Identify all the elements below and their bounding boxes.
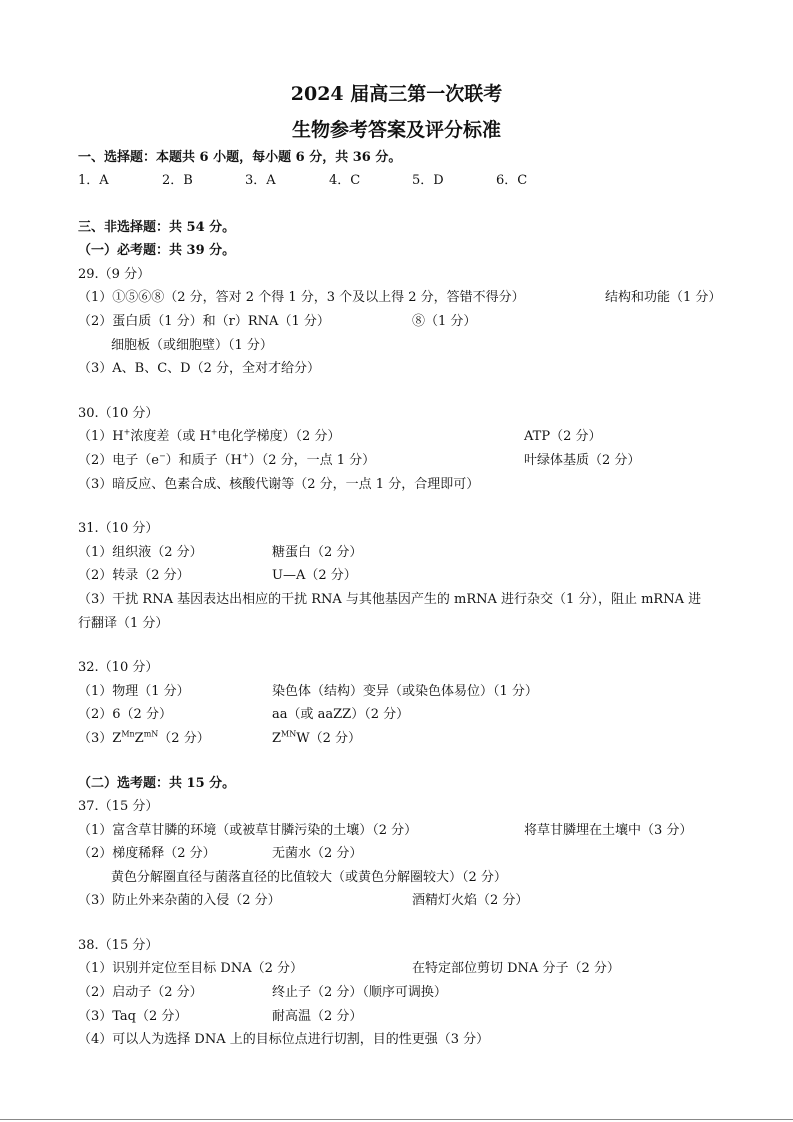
q32-line2-right: aa（或 aaZZ）（2 分） bbox=[272, 707, 410, 722]
required-header: （一）必考题：共 39 分。 bbox=[78, 243, 236, 258]
document-subtitle: 生物参考答案及评分标准 bbox=[291, 119, 501, 141]
q37-line2-cont: 黄色分解圈直径与菌落直径的比值较大（或黄色分解圈较大）（2 分） bbox=[111, 870, 507, 885]
q29-line2-right: ⑧（1 分） bbox=[412, 314, 477, 329]
q31-line3: （3）干扰 RNA 基因表达出相应的干扰 RNA 与其他基因产生的 mRNA 进行杂交（1 分），阻止 mRNA 进 bbox=[78, 592, 702, 607]
q29-line3: （3）A、B、C、D（2 分，全对才给分） bbox=[78, 361, 320, 376]
answer-1: 1．A bbox=[78, 173, 109, 188]
q30-line2-right: 叶绿体基质（2 分） bbox=[524, 453, 641, 468]
q32-line3-right: $Z^{MN}W(2$ 分） bbox=[272, 729, 362, 746]
q32-line1-left: （1）物理（1 分） bbox=[78, 684, 190, 699]
q38-number: 38.（15 分） bbox=[78, 938, 159, 953]
q38-line2-right: 终止子（2 分）（顺序可调换） bbox=[272, 985, 447, 1000]
q30-line1-right: ATP（2 分） bbox=[524, 429, 602, 444]
q38-line1-left: （1）识别并定位至目标 DNA（2 分） bbox=[78, 961, 303, 976]
q32-line3-left: $(3)Z^{Mn}Z^{mN}(2$ 分） bbox=[78, 729, 210, 746]
answer-4: 4．C bbox=[329, 173, 361, 188]
q32-number: 32.（10 分） bbox=[78, 660, 159, 675]
section3-header: 三、非选择题：共 54 分。 bbox=[78, 220, 236, 235]
optional-header: （二）选考题：共 15 分。 bbox=[78, 776, 236, 791]
q29-line2-cont: 细胞板（或细胞壁）（1 分） bbox=[111, 338, 273, 353]
q29-number: 29.（9 分） bbox=[78, 267, 151, 282]
answer-3: 3．A bbox=[245, 173, 276, 188]
section1-header: 一、选择题：本题共 6 小题，每小题 6 分，共 36 分。 bbox=[78, 150, 402, 165]
q29-line1-left: （1）①⑤⑥⑧（2 分，答对 2 个得 1 分，3 个及以上得 2 分，答错不得分） bbox=[78, 290, 525, 305]
q30-line2-left: （2）电子（e−）和质子（H+）（2 分，一点 1 分） bbox=[78, 451, 376, 468]
q31-line1-left: （1）组织液（2 分） bbox=[78, 545, 203, 560]
answer-2: 2．B bbox=[162, 173, 193, 188]
q38-line4: （4）可以人为选择 DNA 上的目标位点进行切割，目的性更强（3 分） bbox=[78, 1032, 490, 1047]
q30-line3: （3）暗反应、色素合成、核酸代谢等（2 分，一点 1 分，合理即可） bbox=[78, 477, 480, 492]
page-bottom-rule bbox=[0, 1119, 793, 1120]
q29-line2-left: （2）蛋白质（1 分）和（r）RNA（1 分） bbox=[78, 314, 330, 329]
q38-line1-right: 在特定部位剪切 DNA 分子（2 分） bbox=[412, 961, 620, 976]
q30-number: 30.（10 分） bbox=[78, 406, 159, 421]
q31-line3-cont: 行翻译（1 分） bbox=[78, 616, 169, 631]
q31-line2-right: U—A（2 分） bbox=[272, 568, 357, 583]
q31-line2-left: （2）转录（2 分） bbox=[78, 568, 190, 583]
q32-line2-left: （2）6（2 分） bbox=[78, 707, 172, 722]
q31-number: 31.（10 分） bbox=[78, 521, 159, 536]
q38-line2-left: （2）启动子（2 分） bbox=[78, 985, 203, 1000]
q32-line1-right: 染色体（结构）变异（或染色体易位）（1 分） bbox=[272, 684, 538, 699]
q37-number: 37.（15 分） bbox=[78, 799, 159, 814]
document-title: 2024 届高三第一次联考 bbox=[290, 83, 503, 105]
q37-line3-left: （3）防止外来杂菌的入侵（2 分） bbox=[78, 893, 281, 908]
q37-line3-right: 酒精灯火焰（2 分） bbox=[412, 893, 529, 908]
q37-line1-left: （1）富含草甘膦的环境（或被草甘膦污染的土壤）（2 分） bbox=[78, 823, 418, 838]
q38-line3-right: 耐高温（2 分） bbox=[272, 1009, 363, 1024]
q38-line3-left: （3）Taq（2 分） bbox=[78, 1009, 188, 1024]
q30-line1-left: （1）H+浓度差（或 H+电化学梯度）（2 分） bbox=[78, 427, 341, 444]
answer-5: 5．D bbox=[412, 173, 444, 188]
answer-6: 6．C bbox=[496, 173, 528, 188]
q29-line1-right: 结构和功能（1 分） bbox=[605, 290, 722, 305]
q37-line1-right: 将草甘膦埋在土壤中（3 分） bbox=[524, 823, 693, 838]
q31-line1-right: 糖蛋白（2 分） bbox=[272, 545, 363, 560]
q37-line2-right: 无菌水（2 分） bbox=[272, 846, 363, 861]
q37-line2-left: （2）梯度稀释（2 分） bbox=[78, 846, 216, 861]
